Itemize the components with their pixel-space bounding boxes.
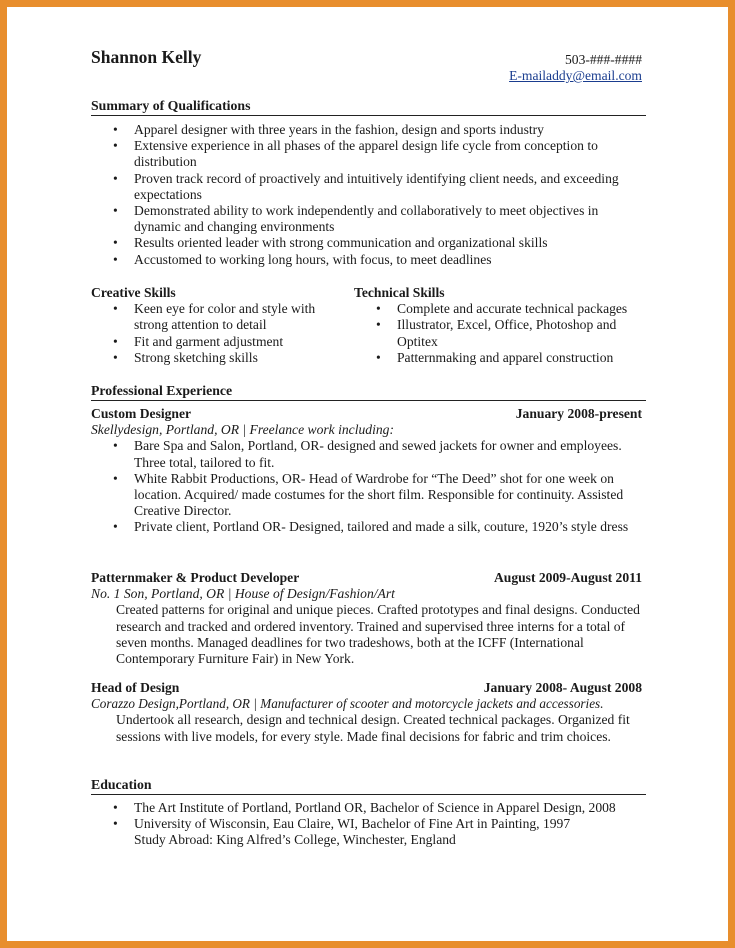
- technical-skills: [354, 285, 646, 366]
- education-heading: Education: [91, 777, 152, 792]
- summary-rule: [91, 115, 646, 116]
- creative-skill-item: • Fit and garment adjustment: [91, 334, 341, 350]
- creative-skills-heading: Creative Skills: [91, 285, 176, 300]
- summary-item: • Results oriented leader with strong communication and organizational skills: [91, 235, 646, 251]
- summary-list: [91, 122, 646, 268]
- job-description: Undertook all research, design and technical design. Created technical packages. Organized fit sessions with live models, for every style. Made final decisions for fabric and trim choices.: [116, 712, 630, 744]
- job-date: January 2008-present: [515, 406, 642, 421]
- creative-skills-list: [91, 301, 341, 366]
- creative-skill-item: • Strong sketching skills: [91, 350, 341, 366]
- summary-item: • Apparel designer with three years in the fashion, design and sports industry: [91, 122, 646, 138]
- candidate-name: Shannon Kelly: [91, 47, 202, 67]
- skills-section: [91, 285, 646, 365]
- creative-skills: [91, 285, 341, 366]
- technical-skill-item: • Complete and accurate technical packages: [354, 301, 646, 317]
- job-header: [91, 406, 646, 422]
- experience-heading: Professional Experience: [91, 383, 233, 398]
- summary-item: • Accustomed to working long hours, with focus, to meet deadlines: [91, 252, 646, 268]
- email-link[interactable]: E-mailaddy@email.com: [509, 68, 642, 83]
- creative-skill-item: • Keen eye for color and style with strong attention to detail: [91, 301, 341, 333]
- technical-skill-item: • Illustrator, Excel, Office, Photoshop and Optitex: [354, 317, 646, 349]
- summary-item: • Demonstrated ability to work independently and collaboratively to meet objectives in dynamic and changing environments: [91, 203, 646, 235]
- education-list: [91, 800, 646, 849]
- job-bullet: • White Rabbit Productions, OR- Head of Wardrobe for “The Deed” shot for one week on location. Acquired/ made costumes for the short film. Responsible for continuity. Assisted Creative Director.: [91, 471, 646, 520]
- technical-skill-item: • Patternmaking and apparel construction: [354, 350, 646, 366]
- job-company: Corazzo Design,Portland, OR | Manufacturer of scooter and motorcycle jackets and accessories.: [91, 696, 604, 712]
- job-patternmaker: [91, 570, 646, 667]
- job-bullet: • Bare Spa and Salon, Portland, OR- designed and sewed jackets for owner and employees. Three total, tailored to fit.: [91, 438, 646, 470]
- job-date: August 2009-August 2011: [493, 570, 642, 585]
- job-custom-designer: [91, 406, 646, 536]
- job-bullets: [91, 438, 646, 535]
- job-bullet: • Private client, Portland OR- Designed, tailored and made a silk, couture, 1920’s style dress: [91, 519, 646, 535]
- job-date: January 2008- August 2008: [483, 680, 642, 695]
- technical-skills-heading: Technical Skills: [354, 285, 445, 300]
- experience-rule: [91, 400, 646, 401]
- summary-item: • Proven track record of proactively and intuitively identifying client needs, and exceeding expectations: [91, 171, 646, 203]
- contact-block: [509, 52, 642, 84]
- technical-skills-list: [354, 301, 646, 366]
- education-rule: [91, 794, 646, 795]
- study-abroad: Study Abroad: King Alfred’s College, Winchester, England: [134, 832, 456, 848]
- job-title: Custom Designer: [91, 406, 192, 421]
- job-company: No. 1 Son, Portland, OR | House of Design/Fashion/Art: [91, 586, 395, 602]
- education-item: • University of Wisconsin, Eau Claire, WI, Bachelor of Fine Art in Painting, 1997: [91, 816, 646, 832]
- phone-number: 503-###-####: [564, 52, 642, 67]
- job-company: Skellydesign, Portland, OR | Freelance work including:: [91, 422, 394, 438]
- job-header: [91, 680, 646, 696]
- job-description: Created patterns for original and unique pieces. Crafted prototypes and final designs. Conducted research and tracked and ordered inventory. Trained and supervised three interns for a total of seven months. Managed deadlines for two tradeshows, both at the ICFF (International Contemporary Furniture Fair) in New York.: [116, 602, 640, 667]
- job-header: [91, 570, 646, 586]
- summary-heading: Summary of Qualifications: [91, 98, 251, 113]
- job-head-of-design: [91, 680, 646, 745]
- education-item: • The Art Institute of Portland, Portland OR, Bachelor of Science in Apparel Design, 2008: [91, 800, 646, 816]
- job-title: Head of Design: [91, 680, 180, 695]
- summary-item: • Extensive experience in all phases of the apparel design life cycle from conception to distribution: [91, 138, 646, 170]
- job-title: Patternmaker & Product Developer: [91, 570, 300, 585]
